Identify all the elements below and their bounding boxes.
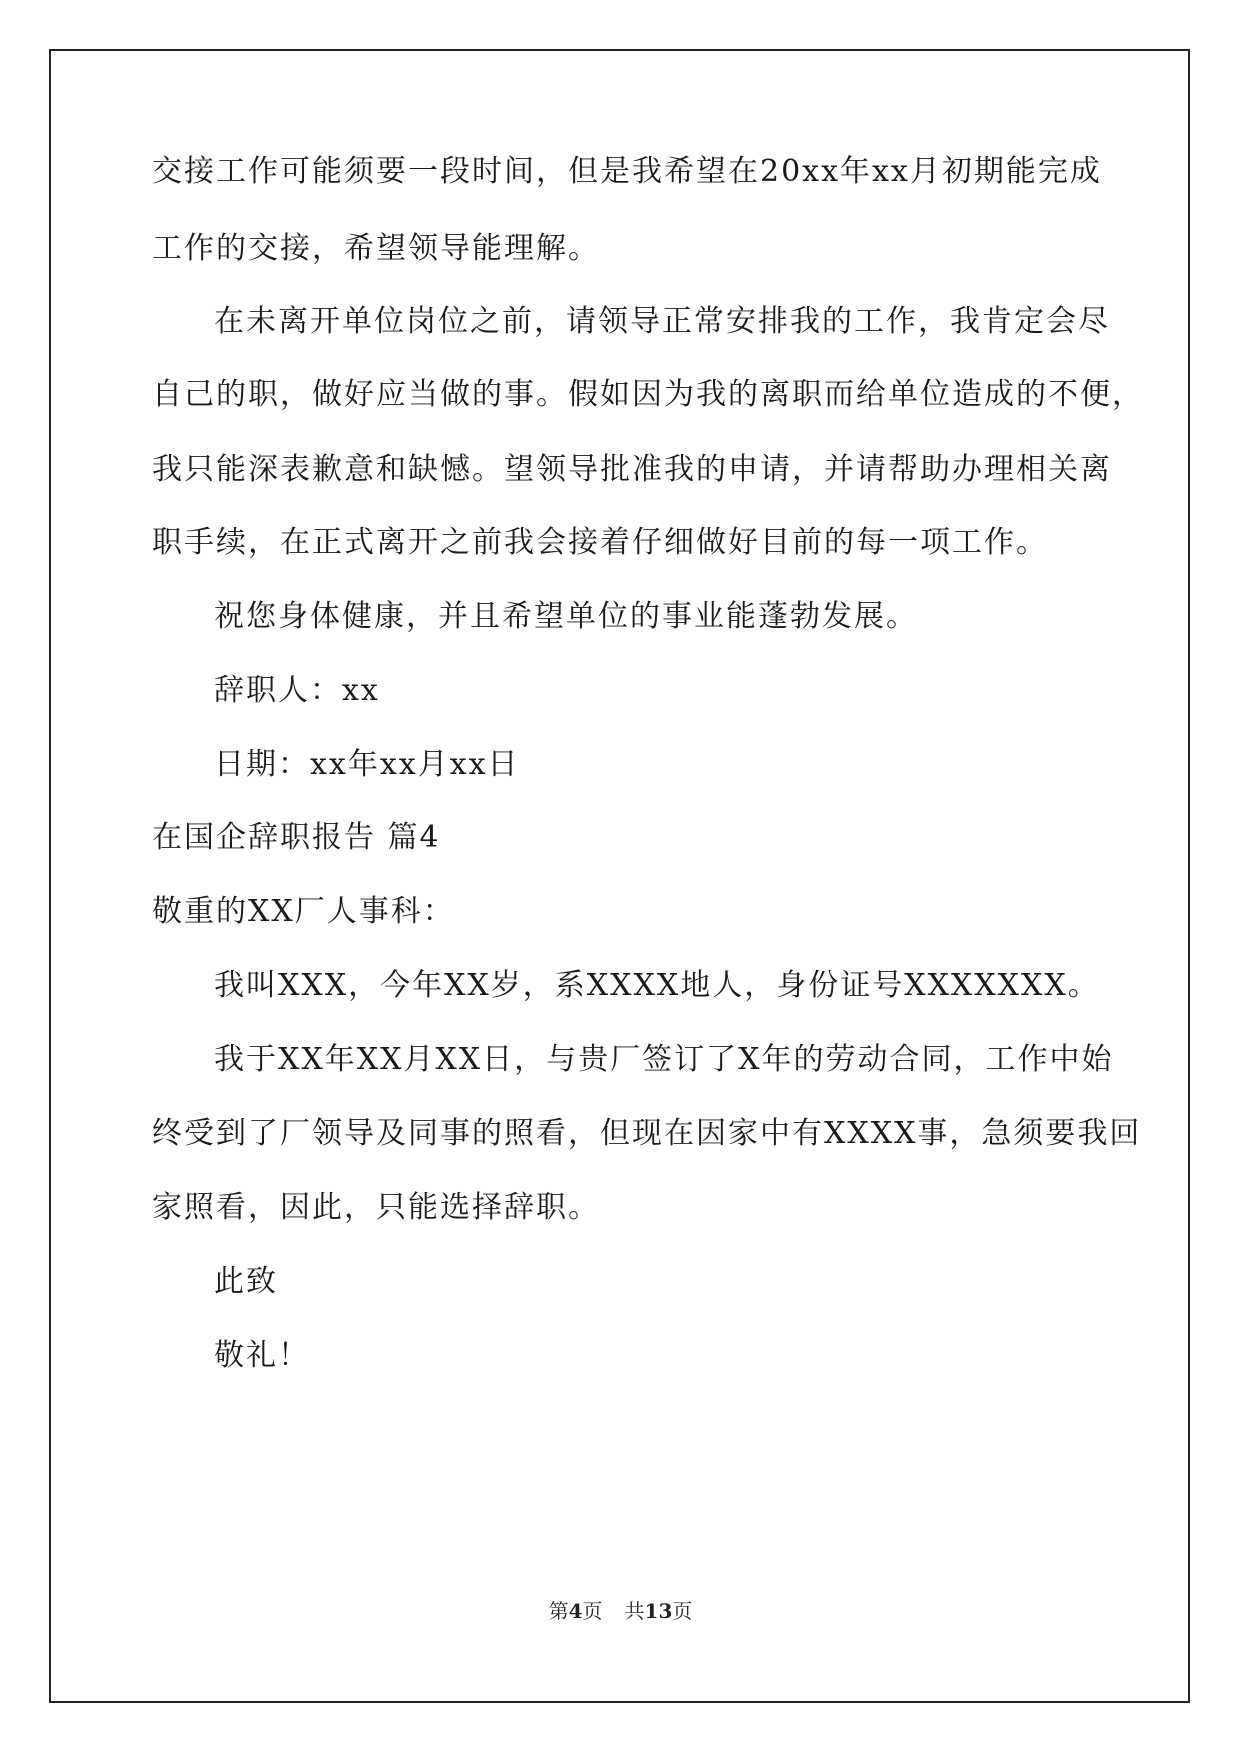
total-prefix: 共 — [624, 1599, 645, 1623]
body-line: 我于XX年XX月XX日，与贵厂签订了X年的劳动合同，工作中始 — [214, 1042, 1114, 1077]
body-line: 祝您身体健康，并且希望单位的事业能蓬勃发展。 — [214, 599, 918, 634]
section-heading: 在国企辞职报告 篇4 — [152, 820, 441, 855]
date-line: 日期：xx年xx月xx日 — [214, 747, 520, 782]
body-line: 家照看，因此，只能选择辞职。 — [152, 1190, 600, 1225]
page-unit: 页 — [582, 1599, 603, 1623]
total-unit: 页 — [672, 1599, 693, 1623]
closing-line: 此致 — [214, 1264, 278, 1299]
body-line: 交接工作可能须要一段时间，但是我希望在20xx年xx月初期能完成 — [152, 154, 1102, 189]
page-number: 4 — [568, 1599, 583, 1623]
signature-line: 辞职人：xx — [214, 673, 380, 708]
body-line: 在未离开单位岗位之前，请领导正常安排我的工作，我肯定会尽 — [214, 304, 1110, 339]
body-line: 我只能深表歉意和缺憾。望领导批准我的申请，并请帮助办理相关离 — [152, 452, 1112, 487]
total-pages: 13 — [644, 1599, 673, 1623]
page-border — [49, 49, 1190, 1703]
page-footer — [0, 1599, 1241, 1623]
body-line: 工作的交接，希望领导能理解。 — [152, 231, 600, 266]
body-line: 终受到了厂领导及同事的照看，但现在因家中有XXXX事，急须要我回 — [152, 1116, 1142, 1151]
closing-line: 敬礼！ — [214, 1338, 310, 1373]
salutation: 敬重的XX厂人事科： — [152, 894, 455, 929]
page-prefix: 第 — [548, 1599, 569, 1623]
body-line: 我叫XXX，今年XX岁，系XXXX地人，身份证号XXXXXXX。 — [214, 968, 1100, 1003]
body-line: 自己的职，做好应当做的事。假如因为我的离职而给单位造成的不便， — [152, 377, 1144, 412]
body-line: 职手续，在正式离开之前我会接着仔细做好目前的每一项工作。 — [152, 525, 1048, 560]
